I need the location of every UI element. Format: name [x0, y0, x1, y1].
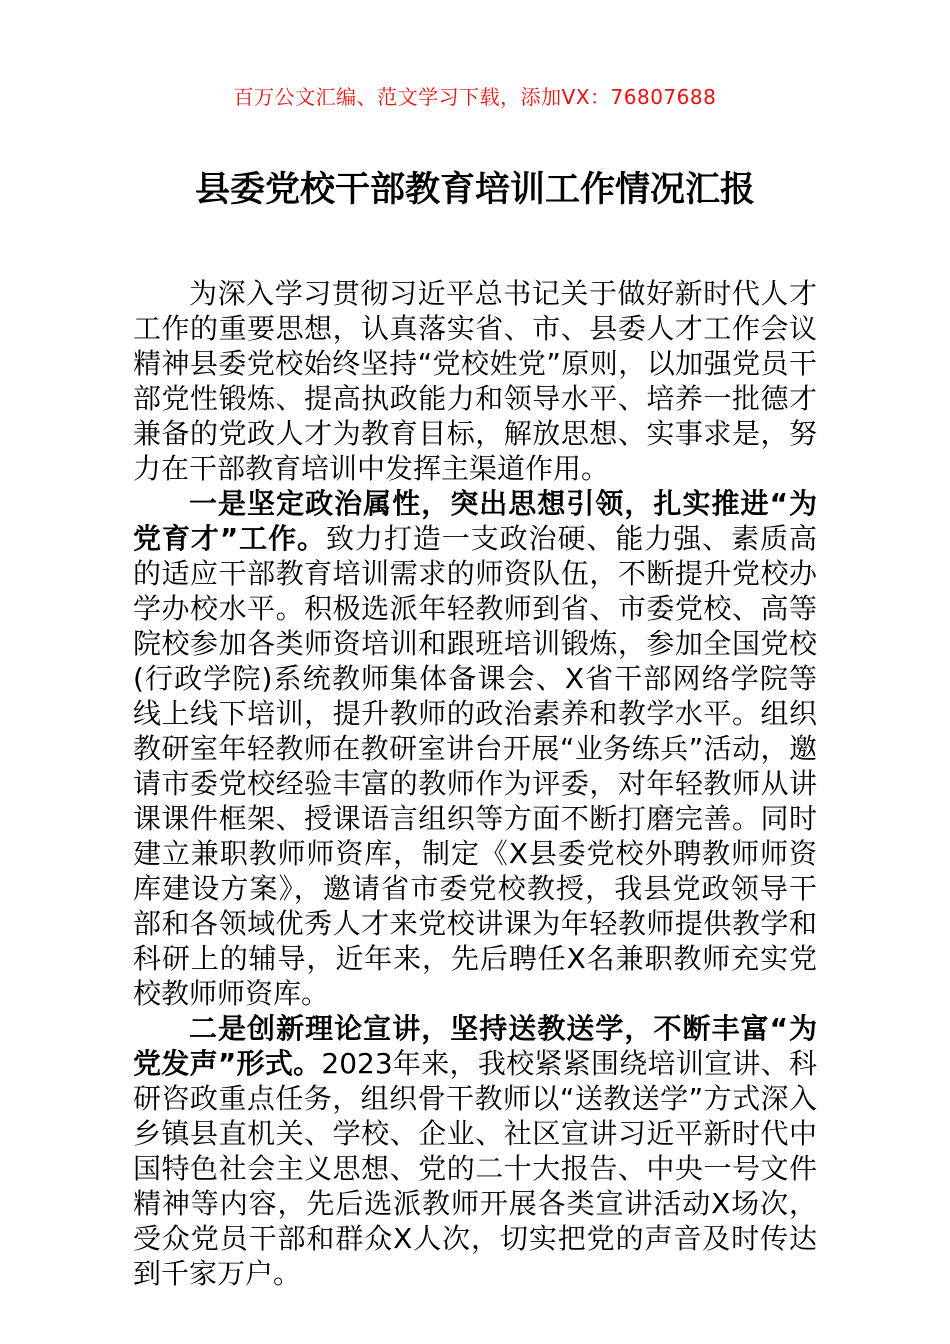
paragraph-intro-text: 为深入学习贯彻习近平总书记关于做好新时代人才工作的重要思想，认真落实省、市、县委人才工作会议精神县委党校始终坚持“党校姓党”原则，以加强党员干部党性锻炼、提高执政能力和领导水平、培养一批德才兼备的党政人才为教育目标，解放思想、实事求是，努力在干部教育培训中发挥主渠道作用。 [133, 277, 817, 485]
paragraph-intro [133, 276, 817, 486]
document-title: 县委党校干部教育培训工作情况汇报 [194, 170, 755, 210]
paragraph-point-one-text: 致力打造一支政治硬、能力强、素质高的适应干部教育培训需求的师资队伍，不断提升党校办学办校水平。积极选派年轻教师到省、市委党校、高等院校参加各类师资培训和跟班培训锻炼，参加全国党校(行政学院)系统教师集体备课会、X省干部网络学院等线上线下培训，提升教师的政治素养和教学水平。组织教研室年轻教师在教研室讲台开展“业务练兵”活动，邀请市委党校经验丰富的教师作为评委，对年轻教师从讲课课件框架、授课语言组织等方面不断打磨完善。同时建立兼职教师师资库，制定《X县委党校外聘教师师资库建设方案》，邀请省市委党校教授，我县党政领导干部和各领域优秀人才来党校讲课为年轻教师提供教学和科研上的辅导，近年来，先后聘任X名兼职教师充实党校教师师资库。 [133, 522, 817, 1010]
document-body [133, 276, 817, 1291]
promo-banner: 百万公文汇编、范文学习下载，添加VX：76807688 [233, 85, 717, 109]
paragraph-point-one-lead: 一是坚定政治属性，突出思想引领，扎实推进“为党育才”工作。 [133, 487, 817, 555]
paragraph-point-two-text: 2023年来，我校紧紧围绕培训宣讲、科研咨政重点任务，组织骨干教师以“送教送学”方式深入乡镇县直机关、学校、企业、社区宣讲习近平新时代中国特色社会主义思想、党的二十大报告、中央一号文件精神等内容，先后选派教师开展各类宣讲活动X场次，受众党员干部和群众X人次，切实把党的声音及时传达到千家万户。 [133, 1047, 817, 1290]
paragraph-point-two [133, 1011, 817, 1291]
paragraph-point-two-lead: 二是创新理论宣讲，坚持送教送学，不断丰富“为党发声”形式。 [133, 1012, 817, 1080]
paragraph-point-one [133, 486, 817, 1011]
